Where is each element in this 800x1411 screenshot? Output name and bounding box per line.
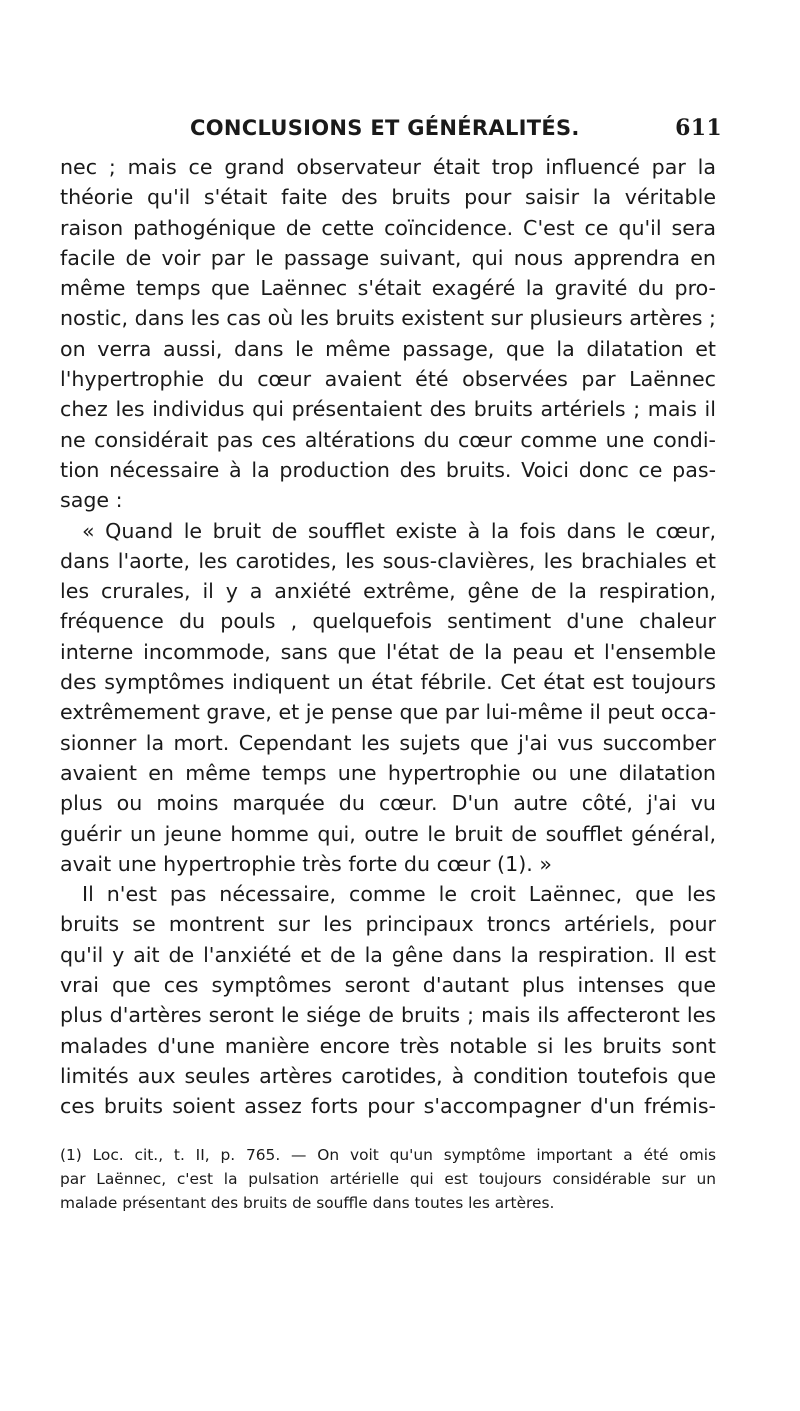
text-line: raison pathogénique de cette coïncidence. C'est ce qu'il sera xyxy=(60,215,716,240)
text-line: plus d'artères seront le siége de bruits ; mais ils affecteront les xyxy=(60,1003,716,1028)
text-line: on verra aussi, dans le même passage, que la dilatation et xyxy=(60,336,716,361)
quote-line: guérir un jeune homme qui, outre le bruit de soufflet général, xyxy=(60,821,716,846)
page-number: 611 xyxy=(675,115,722,141)
text-line: vrai que ces symptômes seront d'autant plus intenses que xyxy=(60,973,716,998)
running-header xyxy=(190,115,722,149)
text-line: Il n'est pas nécessaire, comme le croit Laënnec, que les xyxy=(82,882,716,907)
text-line: nostic, dans les cas où les bruits existent sur plusieurs artères ; xyxy=(60,306,716,331)
text-line: l'hypertrophie du cœur avaient été observées par Laënnec xyxy=(60,367,716,392)
quote-line: sionner la mort. Cependant les sujets que j'ai vus succomber xyxy=(60,730,716,755)
text-line: même temps que Laënnec s'était exagéré la gravité du pro- xyxy=(60,276,716,301)
text-line: tion nécessaire à la production des bruits. Voici donc ce pas- xyxy=(60,457,716,482)
text-line: bruits se montrent sur les principaux troncs artériels, pour xyxy=(60,912,716,937)
text-line: facile de voir par le passage suivant, qui nous apprendra en xyxy=(60,245,716,270)
text-line: théorie qu'il s'était faite des bruits pour saisir la véritable xyxy=(60,185,716,210)
text-line: nec ; mais ce grand observateur était trop influencé par la xyxy=(60,155,716,179)
text-line: ne considérait pas ces altérations du cœur comme une condi- xyxy=(60,427,716,452)
running-title: CONCLUSIONS ET GÉNÉRALITÉS. xyxy=(190,116,580,140)
quote-line: fréquence du pouls , quelquefois sentiment d'une chaleur xyxy=(60,609,716,634)
quote-line: avaient en même temps une hypertrophie ou une dilatation xyxy=(60,760,716,785)
text-line: chez les individus qui présentaient des bruits artériels ; mais il xyxy=(60,397,716,422)
footnote-line: (1) Loc. cit., t. II, p. 765. — On voit qu'un symptôme important a été omis xyxy=(60,1146,716,1164)
quote-line: interne incommode, sans que l'état de la peau et l'ensemble xyxy=(60,639,716,664)
main-text xyxy=(60,152,716,1122)
quote-line: des symptômes indiquent un état fébrile. Cet état est toujours xyxy=(60,670,716,695)
footnote-line: par Laënnec, c'est la pulsation artérielle qui est toujours considérable sur un xyxy=(60,1170,716,1188)
quote-line: dans l'aorte, les carotides, les sous-clavières, les brachiales et xyxy=(60,548,716,573)
text-line: sage : xyxy=(60,488,123,513)
quote-line: les crurales, il y a anxiété extrême, gêne de la respiration, xyxy=(60,579,716,604)
quote-line: avait une hypertrophie très forte du cœur (1). » xyxy=(60,851,552,876)
quote-line: extrêmement grave, et je pense que par lui-même il peut occa- xyxy=(60,700,717,725)
text-line: malades d'une manière encore très notable si les bruits sont xyxy=(60,1033,716,1058)
text-line: limités aux seules artères carotides, à condition toutefois que xyxy=(60,1063,716,1088)
text-line: qu'il y ait de l'anxiété et de la gêne dans la respiration. Il est xyxy=(60,942,716,967)
quote-line: plus ou moins marquée du cœur. D'un autre côté, j'ai vu xyxy=(60,791,716,816)
text-line: ces bruits soient assez forts pour s'accompagner d'un frémis- xyxy=(60,1094,716,1119)
quote-line: « Quand le bruit de soufflet existe à la fois dans le cœur, xyxy=(82,518,716,543)
footnote-line: malade présentant des bruits de souffle dans toutes les artères. xyxy=(60,1194,555,1212)
footnote xyxy=(60,1143,716,1215)
